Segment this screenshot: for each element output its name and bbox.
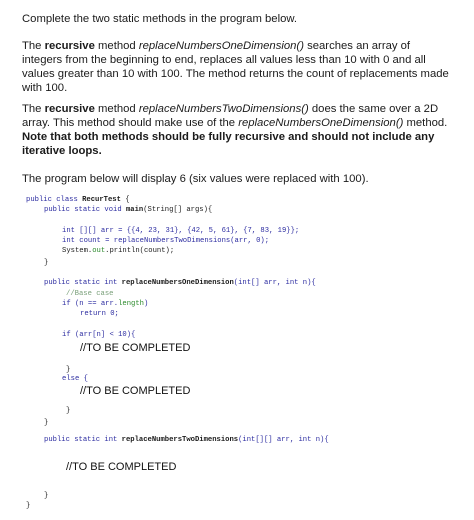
code-line-one-dim-close: } (44, 419, 49, 427)
length-field: length (118, 300, 144, 308)
if-close: ) (143, 300, 149, 308)
p2-mid: method (94, 103, 139, 115)
p2-mid2: does the same over a 2D array. This method should make use of the (22, 103, 439, 129)
paragraph-one-dimension (22, 39, 452, 95)
if-part: if (n == arr. (62, 300, 119, 308)
p1-prefix: The (22, 40, 45, 52)
print-rest: .println(count); (105, 247, 175, 255)
code-line-count: int count = replaceNumbersTwoDimensions(arr, 0); (62, 237, 270, 245)
p1-rest: searches an array of integers from the beginning to end, replaces all values less than 10 with 0 and all values greater than 10 with 100. The method returns the count of replacements made with 100. (22, 40, 449, 94)
kw-class: public class (26, 196, 83, 204)
kw-two-dim: public static int (44, 436, 122, 444)
p1-mid: method (94, 40, 139, 52)
one-dim-name: replaceNumbersOneDimension (121, 279, 234, 287)
code-line-else: else { (62, 375, 88, 383)
p2-mid3: method. (403, 117, 448, 129)
code-line-two-dim-close: } (44, 492, 49, 500)
one-dim-params: (int[] arr, int n){ (233, 279, 316, 287)
code-line-else-close: } (66, 407, 71, 415)
main-name: main (125, 206, 144, 214)
code-line-two-dim-sig (44, 436, 329, 445)
todo-one: //TO BE COMPLETED (80, 342, 191, 354)
code-line-if-close: } (66, 366, 71, 374)
class-name: RecurTest (82, 196, 121, 204)
code-line-one-dim-sig (44, 279, 316, 288)
code-line-class-close: } (26, 502, 31, 510)
print-out: out (92, 247, 106, 255)
two-dim-params: (int[][] arr, int n){ (238, 436, 329, 444)
code-line-array: int [][] arr = {{4, 23, 31}, {42, 5, 61}, {7, 83, 19}}; (62, 227, 300, 235)
brace: { (120, 196, 130, 204)
p1-method-name: replaceNumbersOneDimension() (138, 40, 304, 52)
code-line-main-close: } (44, 259, 49, 267)
code-line-if-length (62, 300, 148, 309)
p2-note: Note that both methods should be fully recursive and should not include any iterative loops. (22, 131, 435, 157)
code-line-base-case: //Base case (66, 290, 114, 298)
code-line-return-zero: return 0; (80, 310, 119, 318)
kw-main: public static void (44, 206, 126, 214)
code-line-class (26, 196, 130, 205)
p2-method-name: replaceNumbersTwoDimensions() (138, 103, 309, 115)
code-line-if-less: if (arr[n] < 10){ (62, 331, 136, 339)
print-system: System. (62, 247, 93, 255)
p1-bold: recursive (44, 40, 95, 52)
intro-text: Complete the two static methods in the program below. (22, 13, 298, 25)
todo-two: //TO BE COMPLETED (80, 385, 191, 397)
two-dim-name: replaceNumbersTwoDimensions (121, 436, 239, 444)
kw-one-dim: public static int (44, 279, 122, 287)
p2-prefix: The (22, 103, 45, 115)
todo-three: //TO BE COMPLETED (66, 461, 177, 473)
main-args: (String[] args){ (143, 206, 213, 214)
code-line-print (62, 247, 174, 256)
paragraph-output: The program below will display 6 (six values were replaced with 100). (22, 173, 369, 185)
paragraph-two-dimensions (22, 102, 452, 158)
code-line-main (44, 206, 212, 215)
p2-bold: recursive (44, 103, 95, 115)
p2-method-name-2: replaceNumbersOneDimension() (238, 117, 404, 129)
